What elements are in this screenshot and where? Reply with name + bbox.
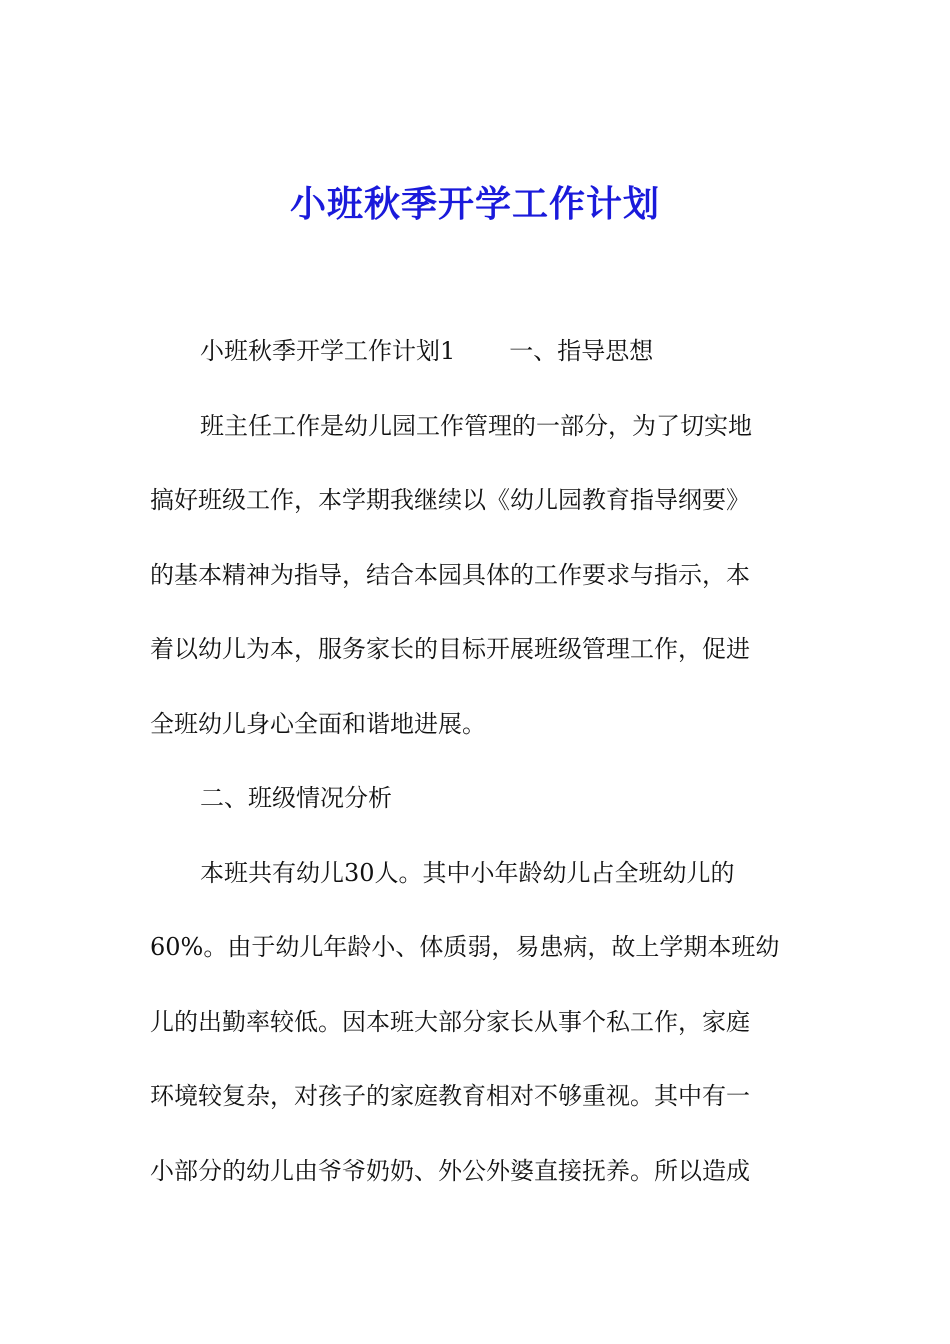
paragraph-line: 全班幼儿身心全面和谐地进展。: [150, 709, 486, 738]
paragraph-line: 的基本精神为指导，结合本园具体的工作要求与指示，本: [150, 560, 750, 589]
paragraph-line: 环境较复杂，对孩子的家庭教育相对不够重视。其中有一: [150, 1082, 750, 1110]
paragraph-line: 搞好班级工作，本学期我继续以《幼儿园教育指导纲要》: [150, 486, 750, 514]
document-title: 小班秋季开学工作计划: [289, 183, 660, 225]
paragraph-line: 着以幼儿为本，服务家长的目标开展班级管理工作，促进: [150, 635, 750, 663]
paragraph-line: 60%。由于幼儿年龄小、体质弱，易患病，故上学期本班幼: [150, 933, 780, 961]
paragraph-line: 班主任工作是幼儿园工作管理的一部分，为了切实地: [200, 411, 752, 440]
paragraph-line: [150, 334, 805, 409]
plan-heading: 小班秋季开学工作计划1: [200, 337, 456, 365]
document-body: [150, 334, 805, 1228]
paragraph-line: 儿的出勤率较低。因本班大部分家长从事个私工作，家庭: [150, 1007, 750, 1036]
section-heading: 二、班级情况分析: [200, 784, 392, 812]
section-heading: 一、指导思想: [509, 337, 654, 365]
paragraph-line: 小部分的幼儿由爷爷奶奶、外公外婆直接抚养。所以造成: [150, 1156, 750, 1185]
paragraph-line: 本班共有幼儿30人。其中小年龄幼儿占全班幼儿的: [200, 858, 735, 887]
